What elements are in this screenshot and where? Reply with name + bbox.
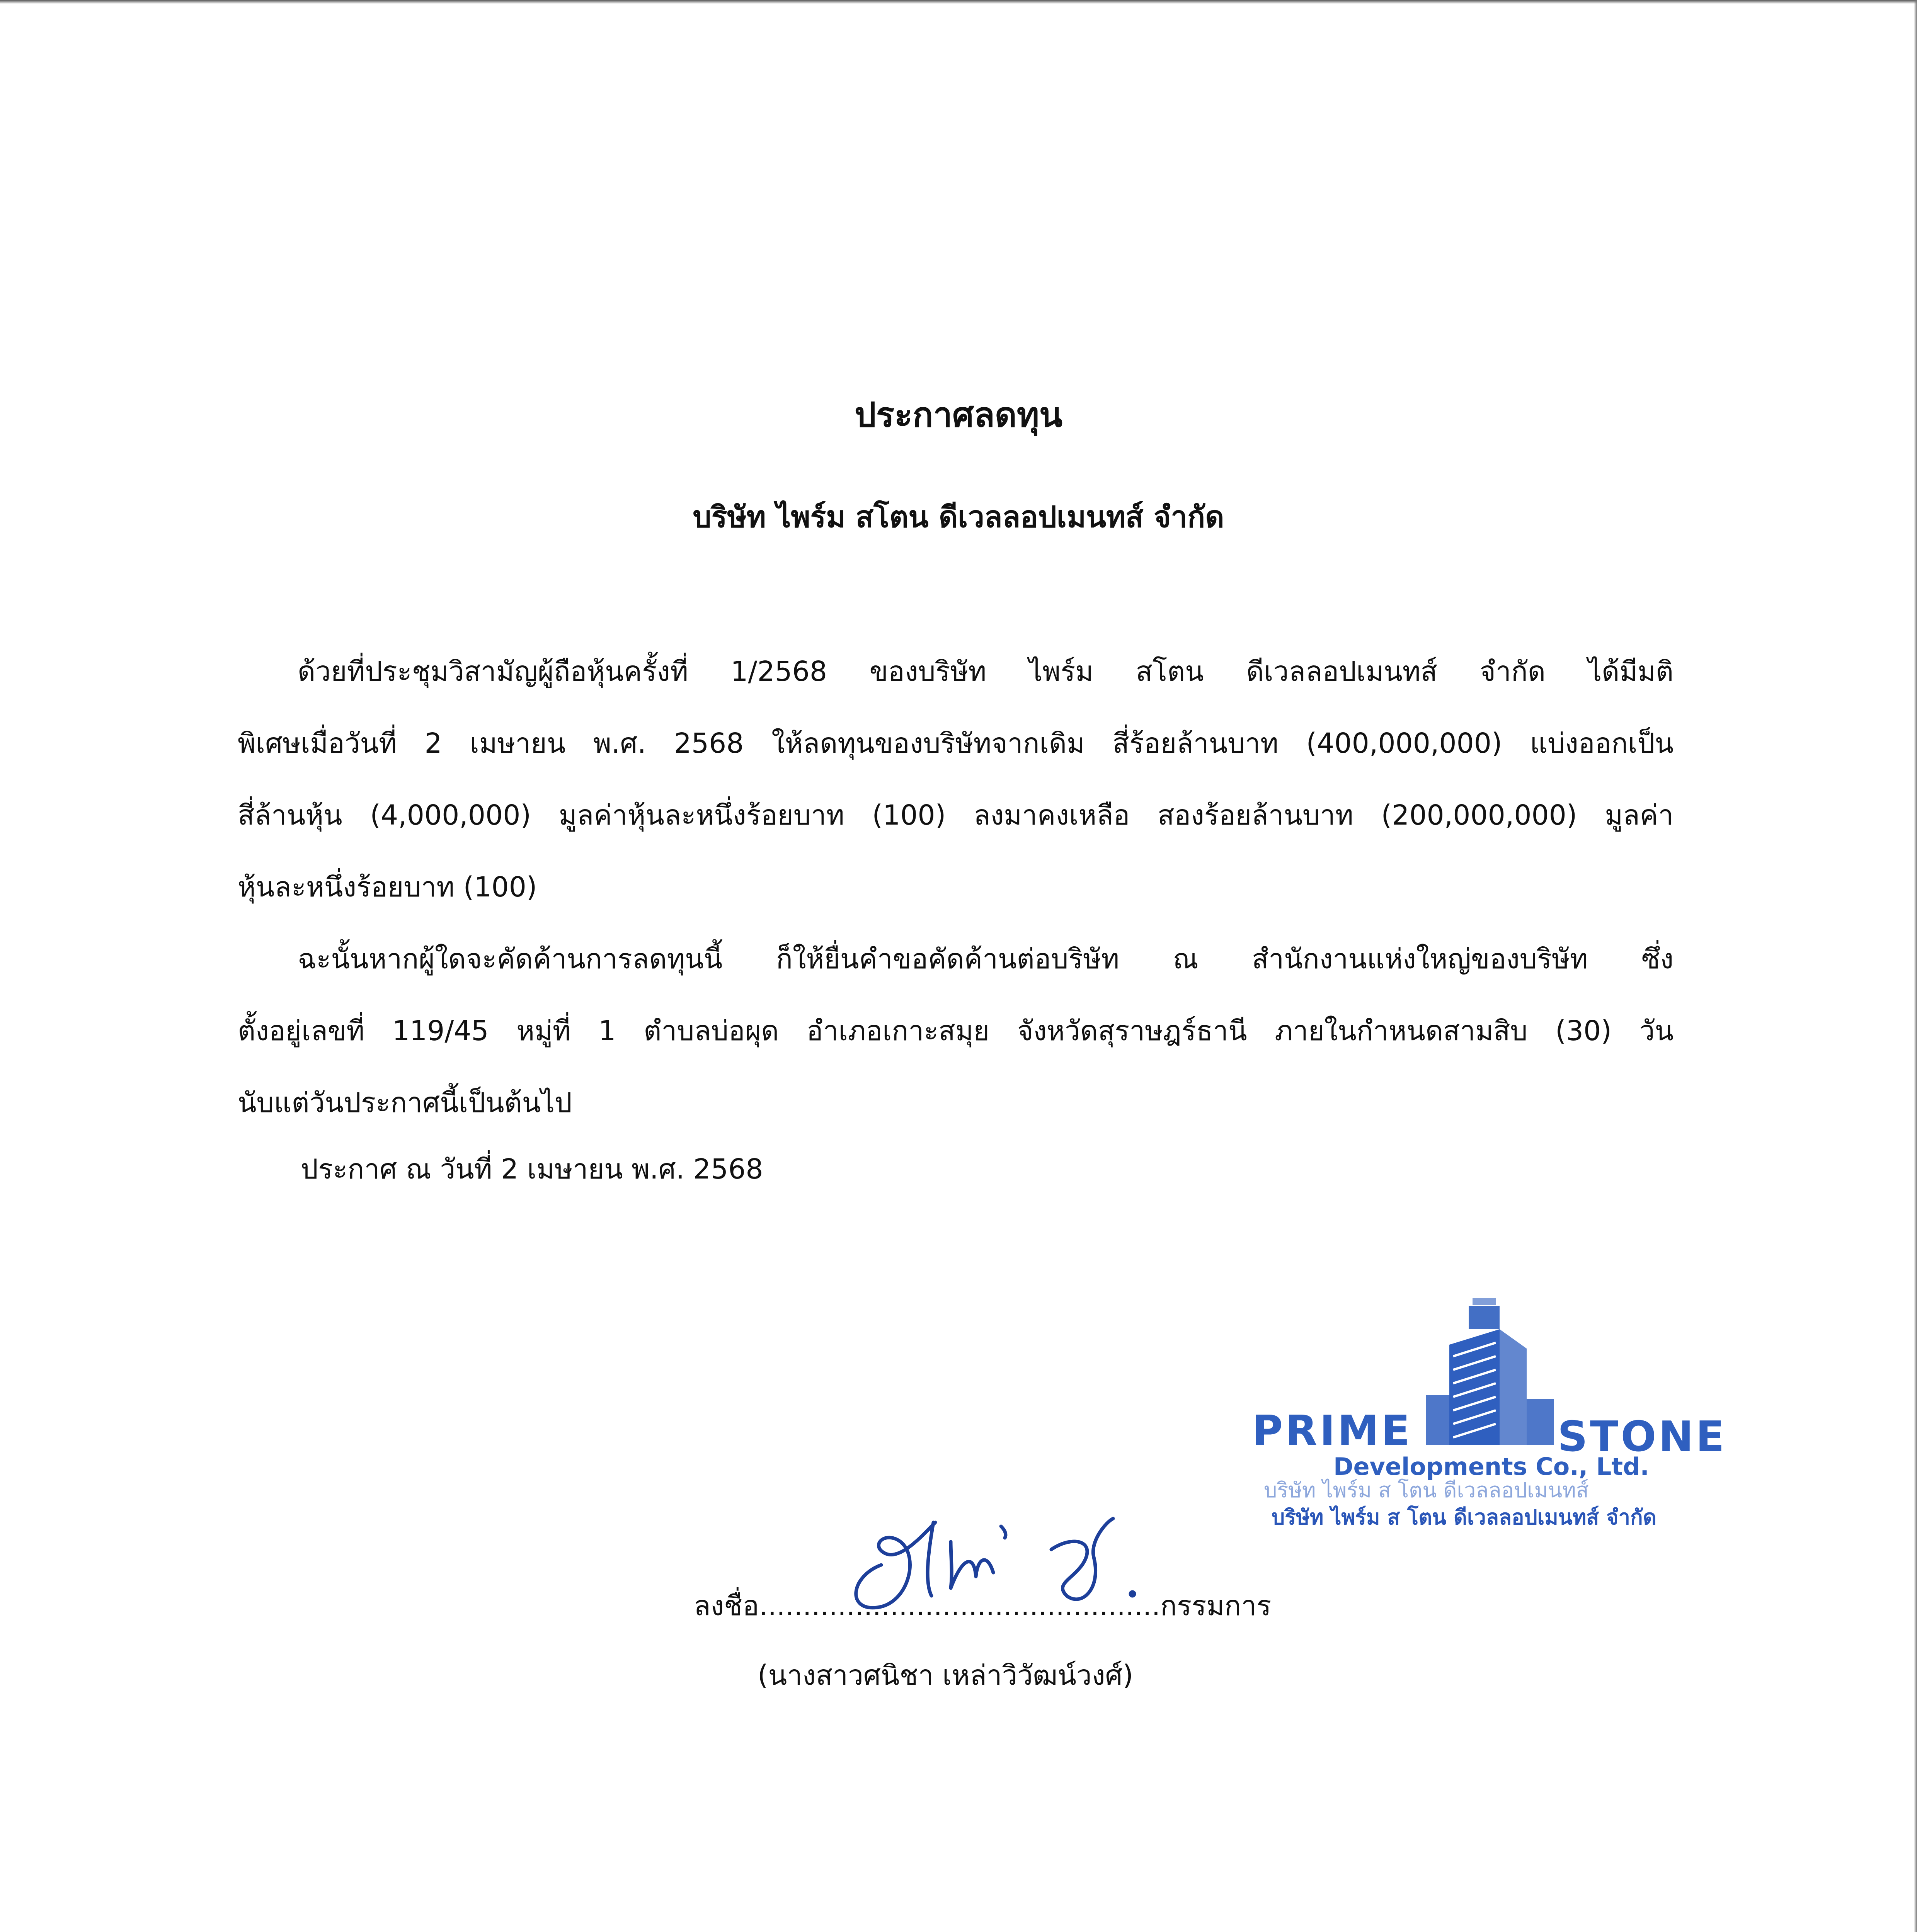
announcement-body: [238, 636, 1674, 1139]
scan-edge-top: [0, 0, 1917, 4]
stamp-faded-text: บริษัท ไพร์ม ส โตน ดีเวลลอปเมนทส์: [1264, 1478, 1589, 1502]
paragraph-line: ฉะนั้นหากผู้ใดจะคัดค้านการลดทุนนี้ ก็ให้ยื่นคำขอคัดค้านต่อบริษัท ณ สำนักงานแห่งใหญ่ของบริษัท ซึ่ง: [298, 943, 1674, 975]
paragraph-line: ด้วยที่ประชุมวิสามัญผู้ถือหุ้นครั้งที่ 1/2568 ของบริษัท ไพร์ม สโตน ดีเวลลอปเมนทส์ จำกัด ได้มีมติ: [298, 655, 1674, 687]
stamp-company-thai: บริษัท ไพร์ม ส โตน ดีเวลลอปเมนทส์ จำกัด: [1272, 1505, 1657, 1529]
scan-edge-right: [1914, 0, 1917, 1932]
paragraph-line: สี่ล้านหุ้น (4,000,000) มูลค่าหุ้นละหนึ่งร้อยบาท (100) ลงมาคงเหลือ สองร้อยล้านบาท (200,000,000) มูลค่า: [238, 799, 1674, 831]
signature-line: ลงชื่อ..............................................กรรมการ: [694, 1590, 1272, 1622]
paragraph-line: หุ้นละหนึ่งร้อยบาท (100): [238, 871, 537, 903]
stamp-logo-stone: STONE: [1558, 1413, 1727, 1461]
paragraph-resolution: [238, 636, 1674, 923]
paragraph-objection: [238, 923, 1674, 1139]
stamp-logo-subtitle: Developments Co., Ltd.: [1333, 1452, 1649, 1481]
stamp-logo-prime: PRIME: [1252, 1407, 1412, 1455]
signer-name: (นางสาวศนิชา เหล่าวิวัฒน์วงศ์): [758, 1659, 1134, 1691]
document-title: ประกาศลดทุน: [854, 395, 1063, 435]
company-name: บริษัท ไพร์ม สโตน ดีเวลลอปเมนทส์ จำกัด: [693, 500, 1224, 534]
announcement-date: ประกาศ ณ วันที่ 2 เมษายน พ.ศ. 2568: [301, 1153, 763, 1185]
paragraph-line: ตั้งอยู่เลขที่ 119/45 หมู่ที่ 1 ตำบลบ่อผุด อำเภอเกาะสมุย จังหวัดสุราษฎร์ธานี ภายในกำหนดสามสิบ (30) วัน: [238, 1015, 1674, 1047]
building-logo-icon: [1426, 1298, 1554, 1453]
company-stamp: [1229, 1298, 1747, 1569]
paragraph-line: นับแต่วันประกาศนี้เป็นต้นไป: [238, 1087, 572, 1119]
paragraph-line: พิเศษเมื่อวันที่ 2 เมษายน พ.ศ. 2568 ให้ลดทุนของบริษัทจากเดิม สี่ร้อยล้านบาท (400,000,000) แบ่งออกเป็น: [238, 727, 1674, 759]
